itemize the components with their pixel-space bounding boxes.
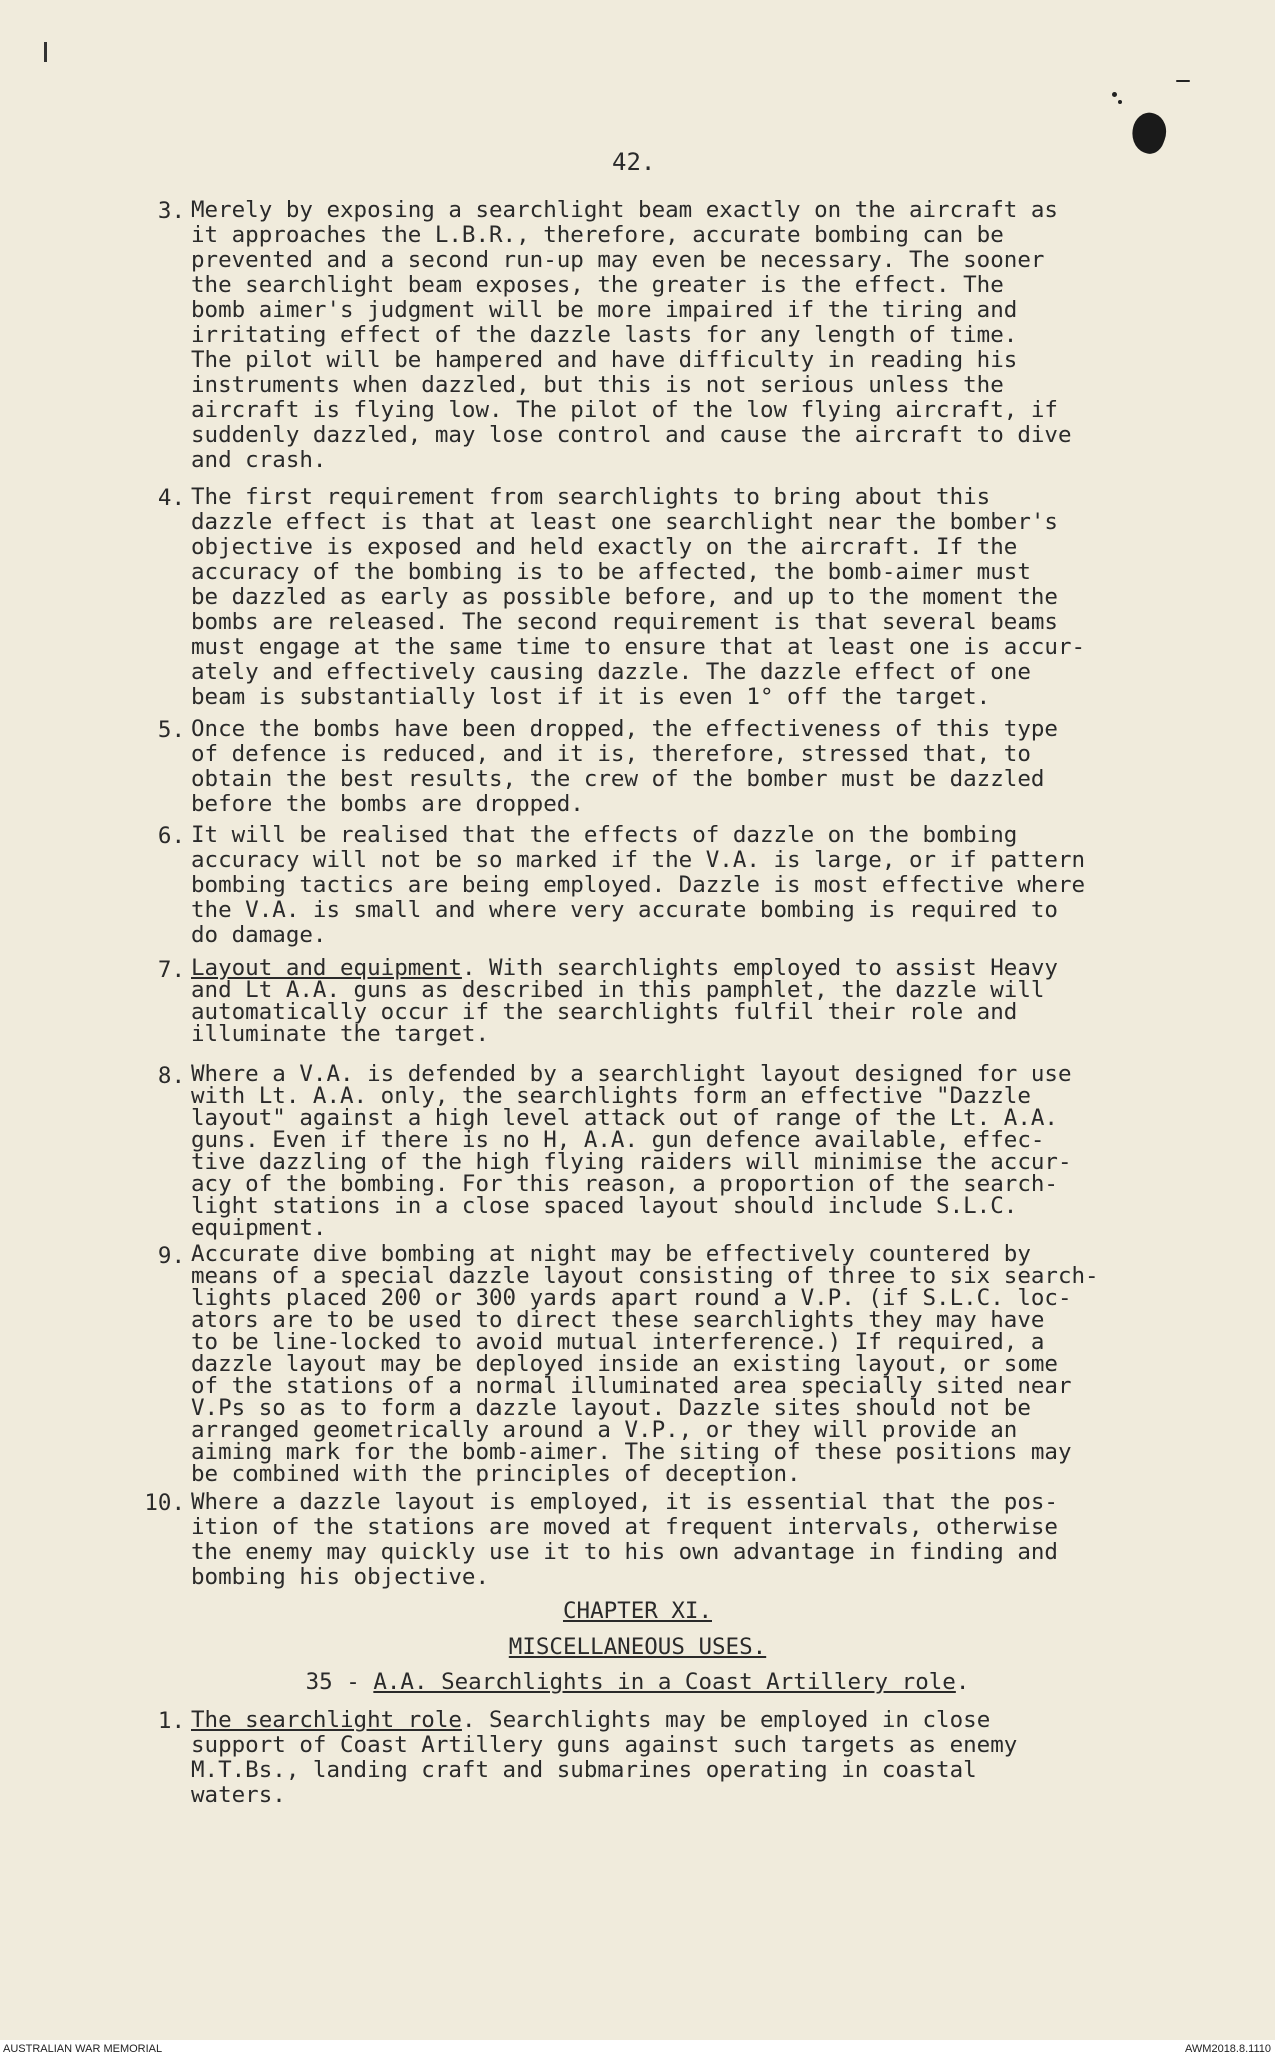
page-number: 42.: [612, 148, 656, 176]
text-line: must engage at the same time to ensure that at least one is accur-: [191, 634, 1086, 660]
paragraph-number: 10.: [144, 1490, 185, 1516]
text-line: objective is exposed and held exactly on the aircraft. If the: [191, 534, 1018, 560]
text-line: it approaches the L.B.R., therefore, accurate bombing can be: [191, 222, 1004, 248]
text-line: dazzle effect is that at least one searchlight near the bomber's: [191, 509, 1058, 535]
text-line: suddenly dazzled, may lose control and cause the aircraft to dive: [191, 422, 1072, 448]
text-line: the V.A. is small and where very accurate bombing is required to: [191, 897, 1058, 923]
paragraph-heading: Layout and equipment: [191, 955, 462, 981]
text-line: bombing tactics are being employed. Dazzle is most effective where: [191, 872, 1086, 898]
paragraph-number: 8.: [157, 1063, 185, 1089]
text-line: means of a special dazzle layout consisting of three to six search-: [191, 1263, 1099, 1289]
ink-speck: [1112, 92, 1117, 97]
text-line: irritating effect of the dazzle lasts for any length of time.: [191, 322, 1018, 348]
text-line: and crash.: [191, 447, 327, 473]
text-line: It will be realised that the effects of dazzle on the bombing: [191, 822, 1018, 848]
text-line: of the stations of a normal illuminated area specially sited near: [191, 1373, 1072, 1399]
text-line: ately and effectively causing dazzle. The dazzle effect of one: [191, 659, 1031, 685]
chapter-heading: CHAPTER XI.: [562, 1598, 712, 1624]
text-line: aiming mark for the bomb-aimer. The siting of these positions may: [191, 1439, 1072, 1465]
text-line: M.T.Bs., landing craft and submarines operating in coastal: [191, 1757, 977, 1783]
text-line: The searchlight role. Searchlights may be employed in close: [191, 1707, 991, 1733]
paragraph-number: 5.: [157, 717, 185, 743]
paragraph-text: [191, 485, 1085, 710]
text-line: Accurate dive bombing at night may be effectively countered by: [191, 1241, 1031, 1267]
text-line: accuracy will not be so marked if the V.A. is large, or if pattern: [191, 847, 1086, 873]
text-line: with Lt. A.A. only, the searchlights form an effective "Dazzle: [191, 1083, 1031, 1109]
footer-left: AUSTRALIAN WAR MEMORIAL: [3, 2043, 163, 2055]
text-line: acy of the bombing. For this reason, a proportion of the search-: [191, 1171, 1058, 1197]
text-line: obtain the best results, the crew of the bomber must be dazzled: [191, 766, 1045, 792]
text-line: lights placed 200 or 300 yards apart round a V.P. (if S.L.C. loc-: [191, 1285, 1072, 1311]
text-line: beam is substantially lost if it is even 1° off the target.: [191, 684, 991, 710]
text-line: guns. Even if there is no H, A.A. gun defence available, effec-: [191, 1127, 1045, 1153]
text-line: The first requirement from searchlights to bring about this: [191, 484, 991, 510]
paragraph-number: 9.: [157, 1243, 185, 1269]
text-line: automatically occur if the searchlights fulfil their role and: [191, 999, 1018, 1025]
paragraph-number: 6.: [157, 823, 185, 849]
text-line: be combined with the principles of deception.: [191, 1461, 801, 1487]
paragraph-text: [191, 717, 1058, 817]
text-line: V.Ps so as to form a dazzle layout. Dazzle sites should not be: [191, 1395, 1031, 1421]
paragraph-text: [191, 198, 1072, 473]
text-line: to be line-locked to avoid mutual interference.) If required, a: [191, 1329, 1045, 1355]
ink-speck: [1176, 80, 1190, 82]
text-line: Where a dazzle layout is employed, it is essential that the pos-: [191, 1489, 1058, 1515]
footer-right: AWM2018.8.1110: [1184, 2043, 1271, 2055]
paragraph-text: [191, 823, 1085, 948]
paragraph-number: 3.: [157, 198, 185, 224]
text-line: accuracy of the bombing is to be affected, the bomb-aimer must: [191, 559, 1031, 585]
text-line: the enemy may quickly use it to his own advantage in finding and: [191, 1539, 1058, 1565]
text-line: arranged geometrically around a V.P., or they will provide an: [191, 1417, 1018, 1443]
paragraph-number: 7.: [157, 957, 185, 983]
text-line: The pilot will be hampered and have difficulty in reading his: [191, 347, 1018, 373]
text-line: illuminate the target.: [191, 1021, 490, 1047]
text-line: dazzle layout may be deployed inside an existing layout, or some: [191, 1351, 1058, 1377]
text-line: ators are to be used to direct these searchlights they may have: [191, 1307, 1045, 1333]
text-line: Merely by exposing a searchlight beam exactly on the aircraft as: [191, 197, 1058, 223]
text-line: tive dazzling of the high flying raiders will minimise the accur-: [191, 1149, 1072, 1175]
paragraph-heading: The searchlight role: [191, 1707, 462, 1733]
text-line: Where a V.A. is defended by a searchlight layout designed for use: [191, 1061, 1072, 1087]
text-line: light stations in a close spaced layout should include S.L.C.: [191, 1193, 1018, 1219]
section-heading: 35 - A.A. Searchlights in a Coast Artillery role.: [305, 1669, 970, 1695]
footer-bar: [0, 2040, 1275, 2061]
text-line: bombing his objective.: [191, 1564, 490, 1590]
paragraph-number: 1.: [157, 1708, 185, 1734]
margin-mark: [44, 42, 47, 62]
text-line: layout" against a high level attack out of range of the Lt. A.A.: [191, 1105, 1058, 1131]
text-line: equipment.: [191, 1215, 327, 1241]
paragraph-text: [191, 1708, 1017, 1808]
text-line: waters.: [191, 1782, 286, 1808]
text-line: before the bombs are dropped.: [191, 791, 584, 817]
text-line: aircraft is flying low. The pilot of the low flying aircraft, if: [191, 397, 1058, 423]
text-line: support of Coast Artillery guns against such targets as enemy: [191, 1732, 1018, 1758]
text-line: ition of the stations are moved at frequent intervals, otherwise: [191, 1514, 1058, 1540]
paragraph-text: [191, 1063, 1072, 1239]
text-line: be dazzled as early as possible before, and up to the moment the: [191, 584, 1058, 610]
paragraph-text: [191, 1490, 1058, 1590]
paragraph-number: 4.: [157, 485, 185, 511]
text-line: bomb aimer's judgment will be more impaired if the tiring and: [191, 297, 1018, 323]
text-line: Layout and equipment. With searchlights employed to assist Heavy: [191, 955, 1058, 981]
ink-speck: [1118, 100, 1122, 104]
text-line: instruments when dazzled, but this is not serious unless the: [191, 372, 1004, 398]
text-line: bombs are released. The second requirement is that several beams: [191, 609, 1058, 635]
paragraph-text: [191, 1243, 1099, 1485]
text-line: the searchlight beam exposes, the greater is the effect. The: [191, 272, 1004, 298]
text-line: prevented and a second run-up may even be necessary. The sooner: [191, 247, 1045, 273]
text-line: Once the bombs have been dropped, the effectiveness of this type: [191, 716, 1058, 742]
text-line: do damage.: [191, 922, 327, 948]
chapter-title: MISCELLANEOUS USES.: [508, 1634, 767, 1660]
paragraph-text: [191, 957, 1058, 1045]
text-line: of defence is reduced, and it is, therefore, stressed that, to: [191, 741, 1031, 767]
ink-blot: [1126, 108, 1172, 157]
text-line: and Lt A.A. guns as described in this pamphlet, the dazzle will: [191, 977, 1045, 1003]
